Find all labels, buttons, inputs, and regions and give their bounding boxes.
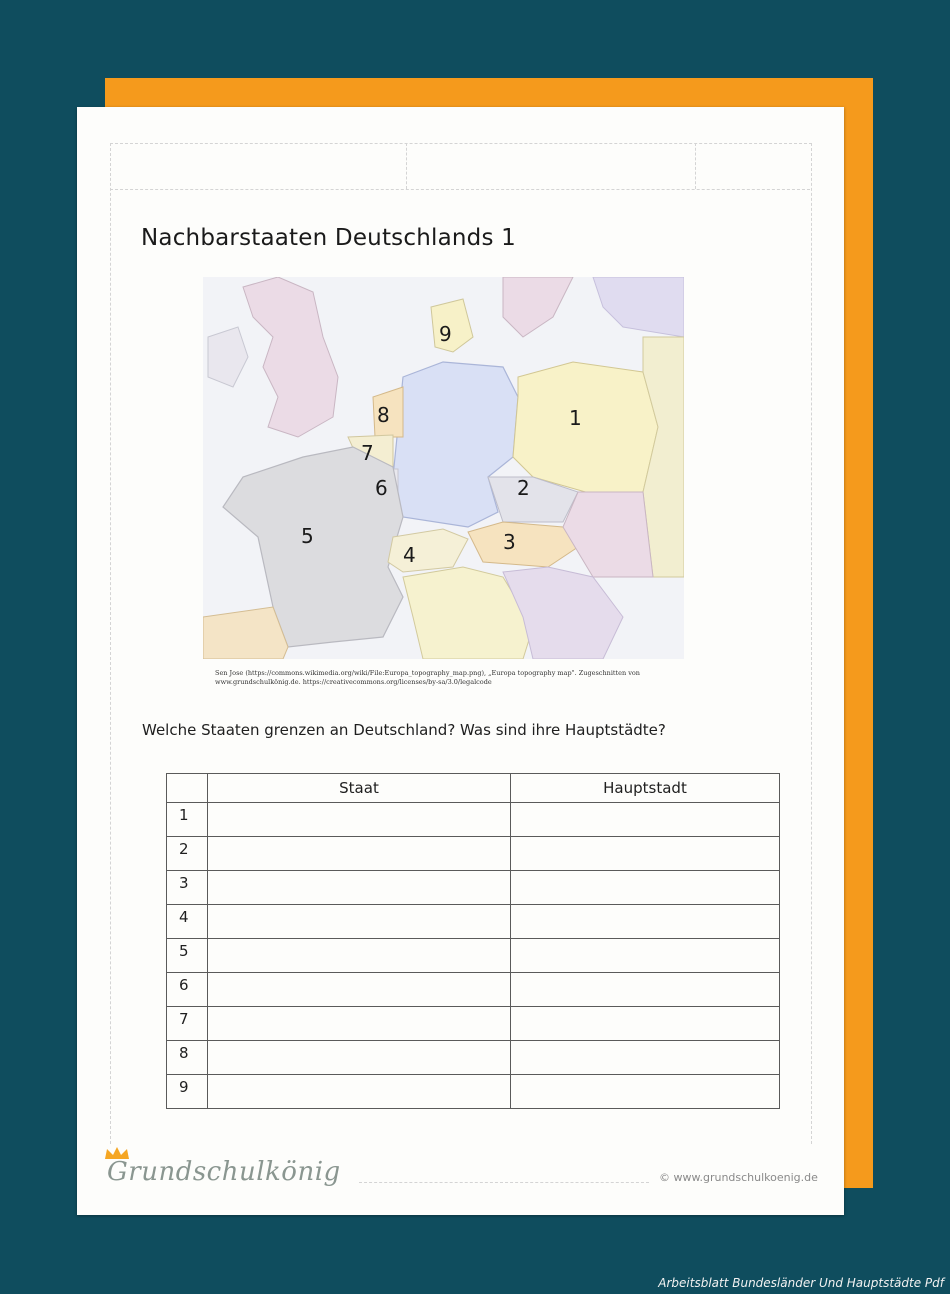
header-fields: [110, 143, 810, 190]
table-row: [167, 939, 780, 973]
staat-cell[interactable]: [208, 939, 511, 973]
answer-table: [166, 773, 780, 1109]
map-label-6: 6: [375, 476, 388, 500]
table-row: [167, 1007, 780, 1041]
staat-cell[interactable]: [208, 905, 511, 939]
table-header-num: [167, 774, 208, 803]
hauptstadt-cell[interactable]: [511, 803, 780, 837]
hauptstadt-cell[interactable]: [511, 939, 780, 973]
table-header-staat: Staat: [208, 774, 511, 803]
table-row: [167, 871, 780, 905]
row-number: 3: [167, 871, 208, 905]
hauptstadt-cell[interactable]: [511, 837, 780, 871]
row-number: 7: [167, 1007, 208, 1041]
table-row: [167, 803, 780, 837]
row-number: 6: [167, 973, 208, 1007]
brand-logo: Grundschulkönig: [107, 1157, 341, 1187]
table-row: [167, 973, 780, 1007]
hauptstadt-cell[interactable]: [511, 1075, 780, 1109]
staat-cell[interactable]: [208, 1007, 511, 1041]
map-label-1: 1: [569, 406, 582, 430]
staat-cell[interactable]: [208, 803, 511, 837]
row-number: 9: [167, 1075, 208, 1109]
staat-cell[interactable]: [208, 837, 511, 871]
question-text: Welche Staaten grenzen an Deutschland? Was sind ihre Hauptstädte?: [142, 721, 666, 739]
hauptstadt-cell[interactable]: [511, 905, 780, 939]
table-header-row: [167, 774, 780, 803]
hauptstadt-cell[interactable]: [511, 1041, 780, 1075]
table-row: [167, 1041, 780, 1075]
footer-url: © www.grundschulkoenig.de: [659, 1171, 818, 1184]
row-number: 4: [167, 905, 208, 939]
map-label-8: 8: [377, 403, 390, 427]
hauptstadt-cell[interactable]: [511, 1007, 780, 1041]
map-label-7: 7: [361, 441, 374, 465]
europe-map: [203, 277, 684, 659]
map-poland: [513, 362, 658, 497]
map-label-4: 4: [403, 543, 416, 567]
image-caption: Arbeitsblatt Bundesländer Und Hauptstädte Pdf: [658, 1276, 944, 1290]
row-number: 2: [167, 837, 208, 871]
map-label-3: 3: [503, 530, 516, 554]
staat-cell[interactable]: [208, 1041, 511, 1075]
table-row: [167, 905, 780, 939]
staat-cell[interactable]: [208, 973, 511, 1007]
worksheet-title: Nachbarstaaten Deutschlands 1: [141, 225, 516, 251]
row-number: 5: [167, 939, 208, 973]
staat-cell[interactable]: [208, 1075, 511, 1109]
map-label-9: 9: [439, 322, 452, 346]
row-number: 8: [167, 1041, 208, 1075]
hauptstadt-cell[interactable]: [511, 973, 780, 1007]
row-number: 1: [167, 803, 208, 837]
map-label-2: 2: [517, 476, 530, 500]
table-header-hauptstadt: Hauptstadt: [511, 774, 780, 803]
worksheet-page: [77, 107, 844, 1215]
map-label-5: 5: [301, 524, 314, 548]
hauptstadt-cell[interactable]: [511, 871, 780, 905]
table-row: [167, 837, 780, 871]
table-row: [167, 1075, 780, 1109]
staat-cell[interactable]: [208, 871, 511, 905]
footer-divider: [359, 1182, 649, 1183]
map-credit: Sen Jose (https://commons.wikimedia.org/wiki/File:Europa_topography_map.png), „Europa topography map". Zugeschnitten von www.grundschulkönig.de. https://creativecommons.org/licenses/by-sa/3.0/legalcode: [215, 669, 640, 686]
